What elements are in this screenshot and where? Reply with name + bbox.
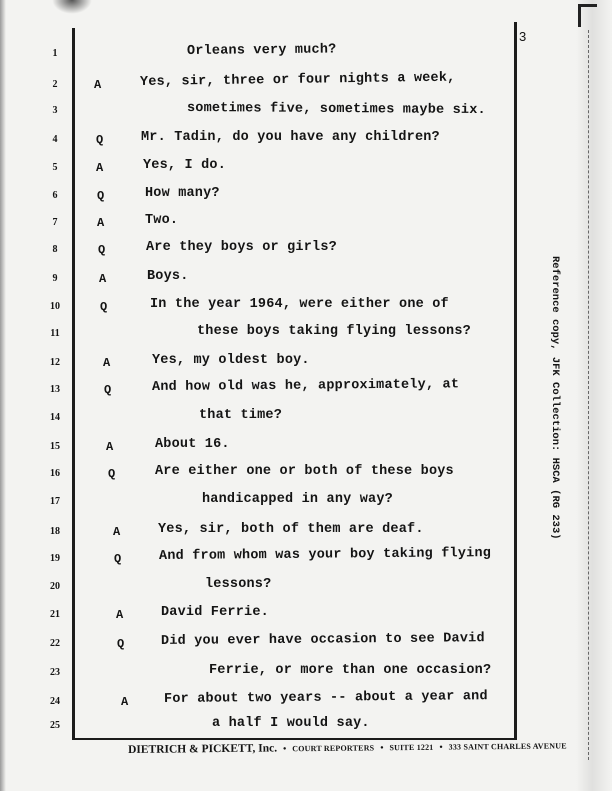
line-number: 22 [50,638,60,649]
transcript-line: And how old was he, approximately, at [151,377,460,395]
line-number: 23 [50,667,60,678]
transcript-line: Yes, I do. [143,158,227,173]
transcript-line: lessons? [205,577,272,592]
line-number: 14 [50,412,60,423]
transcript-line: handicapped in any way? [202,492,393,507]
footer-firm-name: DIETRICH & PICKETT, Inc. [128,742,278,756]
adjacent-page-rule [588,30,589,760]
transcript-line: Orleans very much? [186,42,337,59]
speaker-label: Q [104,383,112,397]
speaker-label: Q [108,467,116,481]
adjacent-page-edge [576,0,612,791]
transcript-line: How many? [145,186,220,201]
speaker-label: A [113,525,121,539]
line-number: 18 [50,526,60,537]
page-number: 3 [519,29,527,44]
speaker-label: Q [117,637,125,651]
speaker-label: A [103,356,111,370]
speaker-label: A [99,272,107,286]
transcript-line: Mr. Tadin, do you have any children? [141,130,440,145]
transcript-line: that time? [199,408,283,423]
line-number: 12 [50,357,60,368]
line-number: 17 [50,496,60,507]
transcript-line: Ferrie, or more than one occasion? [209,663,492,678]
line-number: 19 [50,553,60,564]
footer-suite: SUITE 1221 [389,742,434,753]
transcript-line: a half I would say. [212,716,370,731]
line-number: 3 [52,105,58,116]
transcript-line: About 16. [155,437,230,452]
speaker-label: A [96,161,104,175]
line-number: 25 [50,720,60,731]
footer-separator: • [283,743,287,754]
speaker-label: Q [96,133,104,147]
speaker-label: Q [97,189,105,203]
transcript-line: Are they boys or girls? [146,240,337,255]
footer-separator: • [439,741,443,752]
line-number: 21 [50,609,60,620]
transcript-line: Yes, my oldest boy. [152,353,310,368]
line-number: 5 [52,162,58,173]
page-frame-right-rule [514,22,517,740]
line-number: 8 [52,244,58,255]
speaker-label: A [97,216,105,230]
speaker-label: A [121,695,129,709]
staple-mark [578,4,597,27]
footer-court-reporters: COURT REPORTERS [292,743,375,754]
line-number: 1 [52,48,58,59]
transcript-line: Yes, sir, three or four nights a week, [139,70,456,90]
footer-separator: • [380,742,384,753]
line-number: 7 [52,217,58,228]
speaker-label: Q [98,243,106,257]
speaker-label: A [94,78,102,92]
line-number: 10 [50,301,60,312]
line-number: 4 [52,134,58,145]
scan-smudge [52,0,92,14]
transcript-line: Are either one or both of these boys [155,464,454,479]
transcript-line: In the year 1964, were either one of [150,297,449,312]
transcript-line: sometimes five, sometimes maybe six. [186,101,486,119]
page-frame-left-rule [72,28,75,740]
transcript-line: And from whom was your boy taking flying [158,546,492,564]
line-number: 20 [50,581,60,592]
footer [128,739,567,756]
line-number: 9 [52,273,58,284]
line-number: 2 [52,79,58,90]
transcript-line: Boys. [147,269,189,284]
speaker-label: A [116,608,124,622]
line-number: 6 [52,190,58,201]
line-number: 11 [50,328,60,339]
reference-stamp: Reference copy, JFK Collection: HSCA (RG 233) [549,256,561,540]
transcript-line: Did you ever have occasion to see David [160,631,485,649]
footer-address: 333 SAINT CHARLES AVENUE [448,741,567,752]
scan-edge-shadow [0,0,6,791]
transcript-line: For about two years -- about a year and [163,689,488,707]
speaker-label: Q [100,300,108,314]
line-number: 15 [50,441,60,452]
transcript-line: Yes, sir, both of them are deaf. [158,522,424,537]
transcript-line: these boys taking flying lessons? [197,324,471,339]
line-number: 16 [50,468,60,479]
transcript-line: Two. [145,213,179,228]
transcript-line: David Ferrie. [161,605,269,620]
line-number: 13 [50,384,60,395]
speaker-label: Q [114,552,122,566]
speaker-label: A [106,440,114,454]
line-number: 24 [50,696,60,707]
